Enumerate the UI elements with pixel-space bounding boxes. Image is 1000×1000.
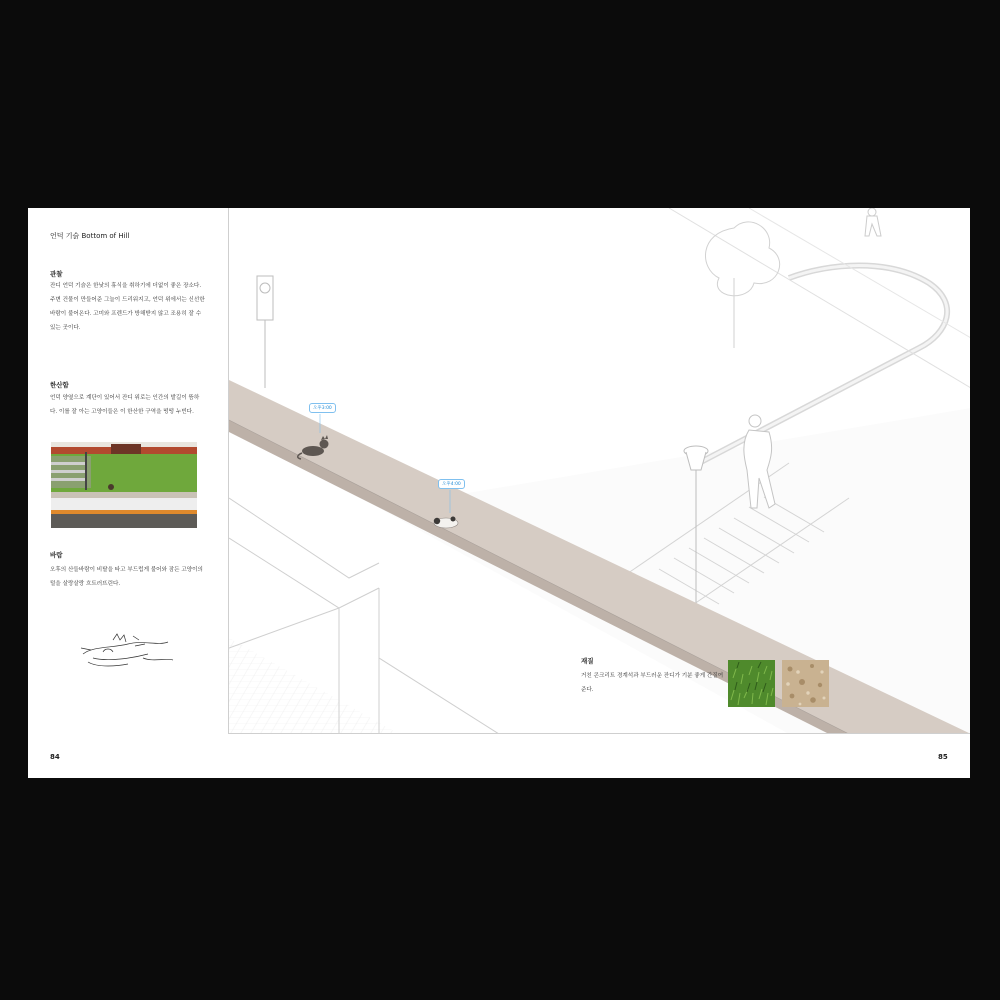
grass-texture-swatch	[728, 660, 775, 707]
material-body: 거친 콘크리트 경계석과 부드러운 잔디가 기분 좋게 간질여 준다.	[581, 673, 724, 693]
right-page	[228, 208, 970, 778]
time-tag-4pm: 오후4:00	[438, 479, 465, 489]
section-heading-observation: 관찰	[50, 270, 63, 278]
isometric-drawing	[228, 208, 970, 734]
page-title: 언덕 기슭 Bottom of Hill	[50, 232, 130, 240]
section-heading-wind: 바람	[50, 551, 63, 559]
cat-white	[434, 517, 458, 529]
left-page	[28, 208, 228, 778]
page-number-right: 85	[938, 753, 948, 761]
section-body-quietness: 언덕 양옆으로 계단이 있어서 잔디 위로는 인간의 발길이 뜸하다. 이를 잘 아는 고양이들은 이 한산한 구역을 떵떵 누빈다.	[50, 395, 200, 415]
page-number-left: 84	[50, 753, 60, 761]
material-heading: 재질	[581, 657, 594, 665]
section-body-observation: 잔디 언덕 기슭은 한낮의 휴식을 취하기에 더없이 좋은 장소다. 주변 건물이 만들어준 그늘이 드리워지고, 언덕 위에서는 신선한 바람이 불어온다. 고미와 프렌드가 방해받지 않고 조용히 잘 수 있는 곳이다.	[50, 283, 205, 331]
book-spread	[28, 208, 970, 778]
sleeping-cat-sketch	[73, 618, 183, 678]
hill-photo	[51, 442, 197, 528]
time-tag-3pm: 오후3:00	[309, 403, 336, 413]
concrete-texture-swatch	[782, 660, 829, 707]
section-heading-quietness: 한산함	[50, 381, 69, 389]
section-body-wind: 오후의 산들바람이 비탈을 타고 부드럽게 불어와 잠든 고양이의 털을 살랑살랑 흐트러뜨린다.	[50, 567, 203, 587]
